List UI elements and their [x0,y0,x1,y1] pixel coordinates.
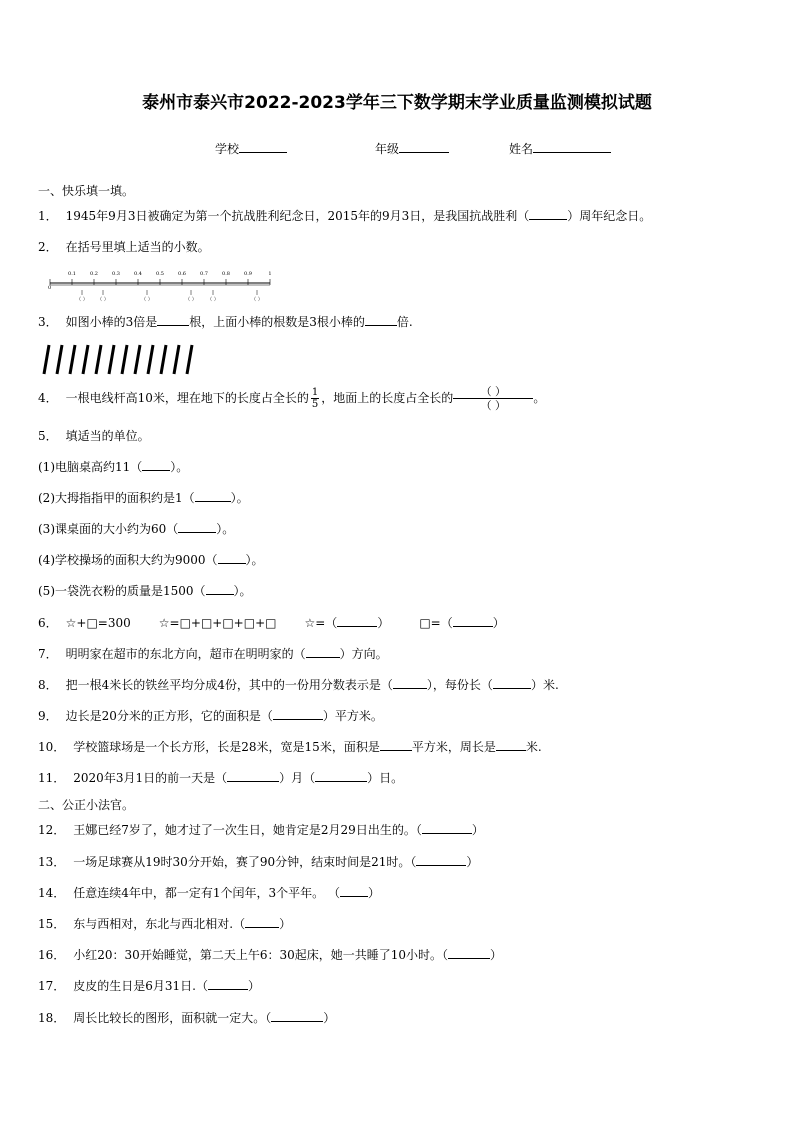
question-text: 2020年3月1日的前一天是（ [73,771,228,785]
question-number: 5． [38,429,58,443]
equation: ☆=□+□+□+□+□ [158,616,277,630]
question-text: ） [377,616,390,630]
question-number: 7． [38,647,58,661]
ruler-answer-paren[interactable]: （ ） [185,297,197,302]
grade-blank[interactable] [399,140,449,153]
question-15 [38,915,291,932]
question-text: 一根电线杆高10米，埋在地下的长度占全长的 [65,391,309,405]
answer-blank[interactable] [380,738,412,751]
question-number: 6． [38,616,58,630]
question-number: 9． [38,709,58,723]
question-text: ）月（ [279,771,316,785]
question-text: 填适当的单位。 [65,429,150,443]
question-text: ，地面上的长度占全长的 [321,391,454,405]
question-text: 在括号里填上适当的小数。 [65,240,210,254]
question-number: 8． [38,678,58,692]
answer-blank[interactable] [493,676,531,689]
answer-blank[interactable] [206,582,234,595]
school-field [215,140,287,157]
question-text: 平方米，周长是 [411,740,496,754]
question-text: 王娜已经7岁了，她才过了一次生日，她肯定是2月29日出生的。（ [73,823,422,837]
ruler-answer-paren[interactable]: （ ） [251,297,263,302]
answer-blank[interactable] [306,645,340,658]
ruler-label-0: 0 [48,285,52,291]
answer-blank[interactable] [142,458,170,471]
question-number: 18． [38,1011,66,1025]
ruler-answer-paren[interactable]: （ ） [76,297,88,302]
question-number: 11． [38,771,66,785]
question-text: ）。 [230,491,249,505]
question-text: ） [466,855,479,869]
answer-blank[interactable] [496,738,526,751]
sticks-figure [38,342,200,376]
answer-blank[interactable] [227,769,279,782]
ruler-answer-paren[interactable]: （ ） [141,297,153,302]
name-field [509,140,611,157]
question-1 [38,207,651,224]
question-3 [38,313,413,330]
answer-blank[interactable] [393,676,427,689]
question-number: 2． [38,240,58,254]
question-number: 3． [38,315,58,329]
question-5-4 [38,551,264,568]
page-title: 泰州市泰兴市2022-2023学年三下数学期末学业质量监测模拟试题 [142,93,652,113]
question-text: 小红20：30开始睡觉，第二天上午6：30起床，她一共睡了10小时。（ [73,948,448,962]
question-number: 1． [38,209,58,223]
question-text: (5)一袋洗衣粉的质量是1500（ [38,584,206,598]
question-text: ） [471,823,484,837]
question-text: ）方向。 [339,647,388,661]
question-text: (1)电脑桌高约11（ [38,460,143,474]
answer-blank[interactable] [448,946,490,959]
question-text: ）日。 [367,771,404,785]
question-6 [38,614,505,631]
ruler-label: 0.5 [156,271,164,277]
question-text: 学校篮球场是一个长方形，长是28米，宽是15米，面积是 [73,740,380,754]
answer-blank[interactable] [218,551,246,564]
answer-numerator[interactable]: （ ） [453,385,533,399]
question-number: 4． [38,391,58,405]
answer-blank[interactable] [157,313,189,326]
question-text: 周长比较长的图形，面积就一定大。（ [73,1011,272,1025]
question-5-3 [38,520,234,537]
question-number: 13． [38,855,66,869]
question-7 [38,645,388,662]
ruler-label: 0.4 [134,271,142,277]
question-text: (3)课桌面的大小约为60（ [38,522,179,536]
question-text: ） [323,1011,336,1025]
question-16 [38,946,502,963]
name-blank[interactable] [533,140,611,153]
ruler-label: 0.8 [222,271,230,277]
question-text: 。 [533,391,546,405]
question-text: ☆=（ [304,616,338,630]
question-text: ）米. [530,678,559,692]
ruler-label: 1 [268,271,272,277]
question-text: ）平方米。 [322,709,383,723]
question-text: ） [368,886,381,900]
fraction-denominator: 5 [311,399,319,410]
question-text: 一场足球赛从19时30分开始，赛了90分钟，结束时间是21时。（ [73,855,417,869]
section-heading-1: 一、快乐填一填。 [38,184,135,198]
question-number: 15． [38,917,66,931]
school-label: 学校 [215,142,240,156]
answer-blank[interactable] [422,821,472,834]
ruler-answer-paren[interactable]: （ ） [97,297,109,302]
question-10 [38,738,542,755]
answer-blank[interactable] [365,313,397,326]
question-text: ）。 [233,584,252,598]
question-text: 如图小棒的3倍是 [65,315,158,329]
question-14 [38,884,380,901]
answer-blank[interactable] [195,489,231,502]
question-12 [38,821,484,838]
fraction-one-fifth [311,387,319,410]
question-17 [38,977,260,994]
answer-blank[interactable] [340,884,368,897]
question-9 [38,707,383,724]
question-text: 明明家在超市的东北方向，超市在明明家的（ [65,647,306,661]
question-text: ）周年纪念日。 [567,209,652,223]
question-5-2 [38,489,249,506]
equation: ☆+□=300 [65,616,131,630]
question-13 [38,853,478,870]
ruler-label: 0.3 [112,271,120,277]
answer-blank[interactable] [271,1009,323,1022]
question-text: 倍. [396,315,413,329]
question-5-1 [38,458,188,475]
question-text: (4)学校操场的面积大约为9000（ [38,553,218,567]
question-text: (2)大拇指指甲的面积约是1（ [38,491,195,505]
ruler-label: 0.2 [90,271,98,277]
answer-fraction[interactable] [453,385,533,412]
question-8 [38,676,559,693]
question-11 [38,769,403,786]
question-text: ） [248,979,261,993]
question-text: ） [492,616,505,630]
question-text: ）。 [216,522,235,536]
answer-blank[interactable] [416,853,466,866]
question-text: 1945年9月3日被确定为第一个抗战胜利纪念日，2015年的9月3日，是我国抗战胜利（ [65,209,530,223]
question-5-5 [38,582,252,599]
answer-blank[interactable] [315,769,367,782]
question-number: 12． [38,823,66,837]
ruler-label: 0.6 [178,271,186,277]
decimal-ruler [46,266,276,302]
section-heading-2: 二、公正小法官。 [38,798,135,812]
answer-blank-star[interactable] [337,614,377,627]
answer-blank[interactable] [208,977,248,990]
question-text: ） [279,917,292,931]
answer-blank-square[interactable] [453,614,493,627]
answer-blank[interactable] [273,707,323,720]
question-text: ） [490,948,503,962]
question-text: 任意连续4年中，都一定有1个闰年，3个平年。 （ [73,886,341,900]
answer-denominator[interactable]: （ ） [480,399,507,412]
ruler-label: 0.1 [68,271,76,277]
question-text: 米. [525,740,542,754]
question-18 [38,1009,335,1026]
school-blank[interactable] [239,140,287,153]
question-4 [38,385,545,412]
ruler-label: 0.7 [200,271,208,277]
question-text: 边长是20分米的正方形，它的面积是（ [65,709,273,723]
question-number: 10． [38,740,66,754]
question-2 [38,239,210,255]
ruler-answer-paren[interactable]: （ ） [207,297,219,302]
question-text: ）。 [245,553,264,567]
ruler-label: 0.9 [244,271,252,277]
question-number: 14． [38,886,66,900]
grade-field [375,140,449,157]
question-number: 16． [38,948,66,962]
question-number: 17． [38,979,66,993]
grade-label: 年级 [375,142,400,156]
question-text: 皮皮的生日是6月31日.（ [73,979,209,993]
answer-blank[interactable] [529,207,567,220]
question-5 [38,428,150,444]
question-text: ）。 [170,460,189,474]
name-label: 姓名 [509,142,534,156]
answer-blank[interactable] [178,520,216,533]
question-text: 东与西相对，东北与西北相对.（ [73,917,246,931]
question-text: □=（ [419,616,453,630]
fraction-numerator: 1 [311,387,319,398]
question-text: ），每份长（ [426,678,493,692]
answer-blank[interactable] [245,915,279,928]
question-text: 把一根4米长的铁丝平均分成4份，其中的一份用分数表示是（ [65,678,393,692]
question-text: 根，上面小棒的根数是3根小棒的 [189,315,365,329]
